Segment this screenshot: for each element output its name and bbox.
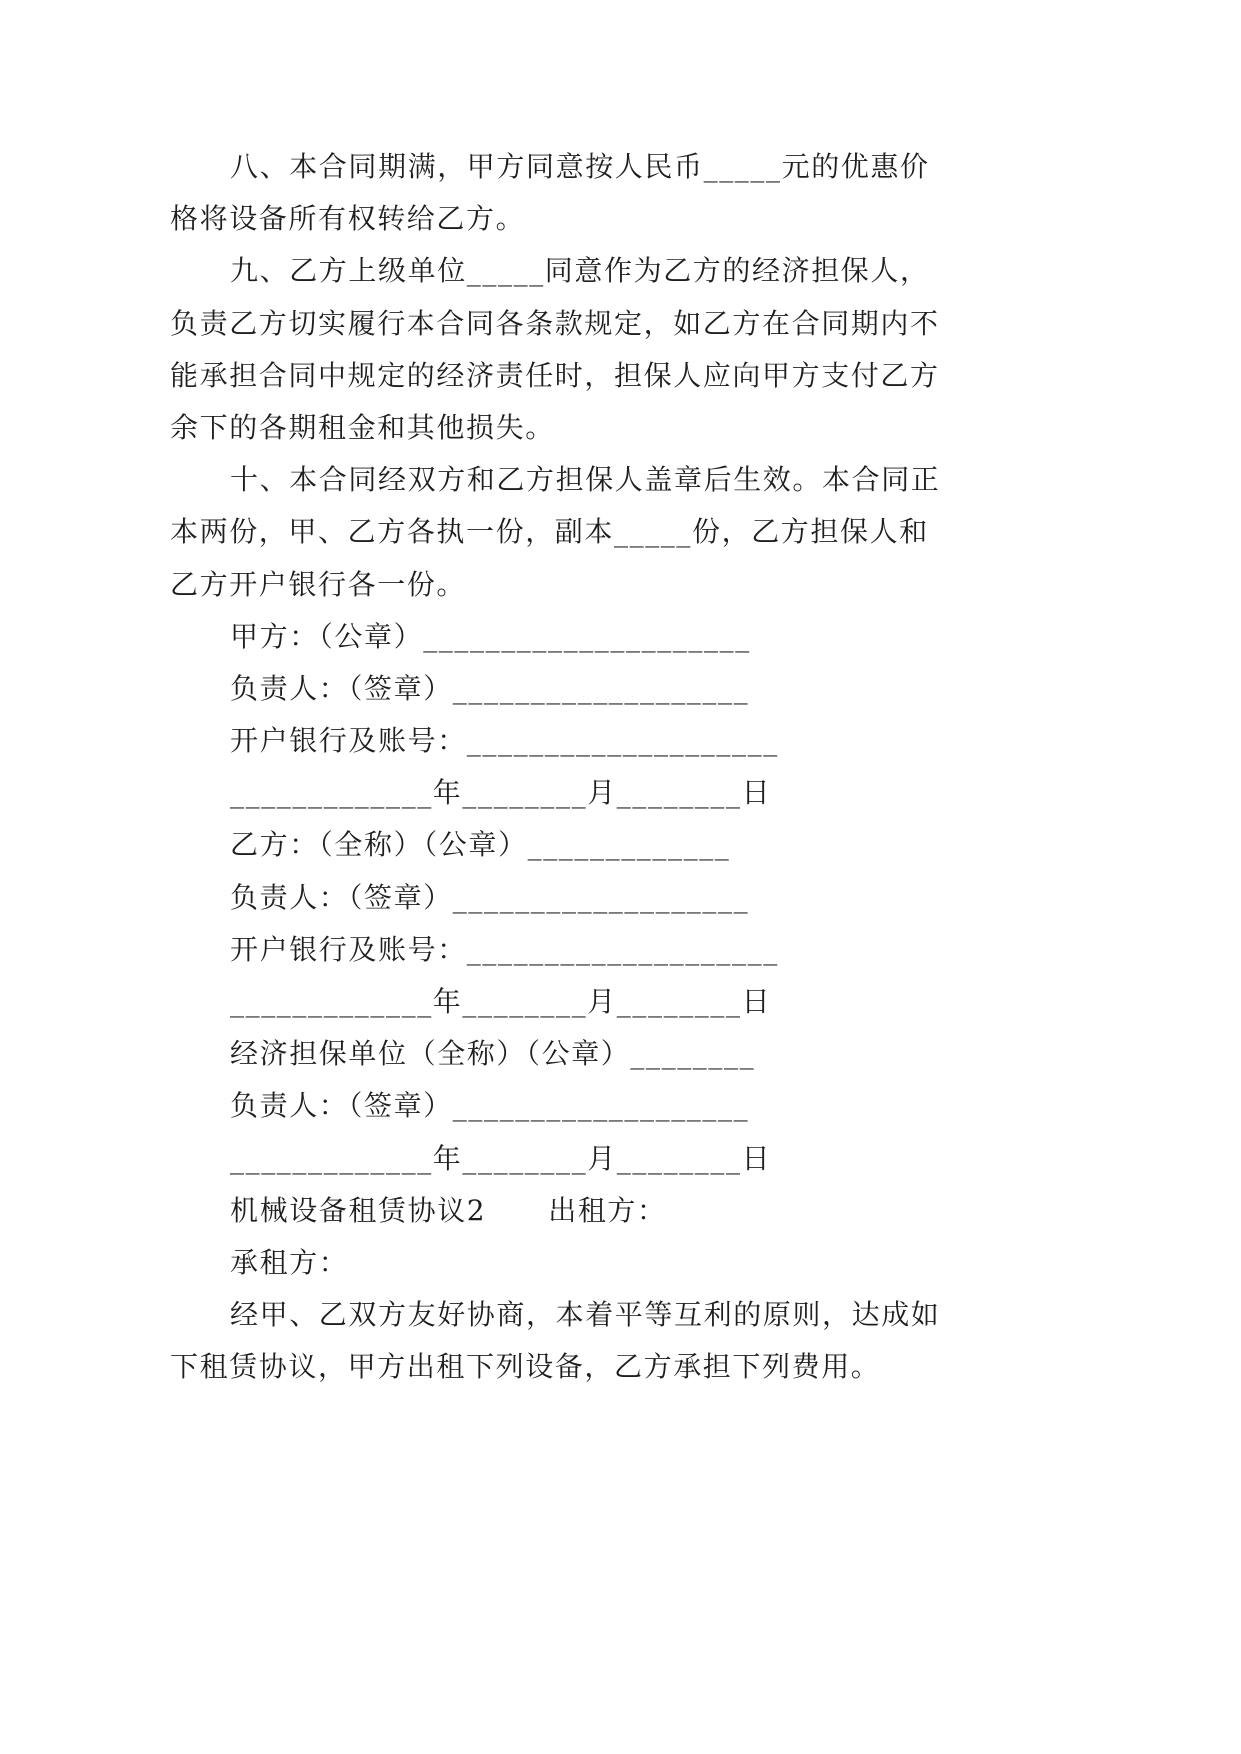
clause-10 xyxy=(170,454,970,611)
clause-9-line-2: 负责乙方切实履行本合同各条款规定，如乙方在合同期内不 xyxy=(170,306,940,340)
clause-10-line-1: 十、本合同经双方和乙方担保人盖章后生效。本合同正 xyxy=(230,463,941,497)
document-body xyxy=(170,141,970,1394)
agreement-2-heading-line xyxy=(170,1185,970,1237)
clause-9-line-4: 余下的各期租金和其他损失。 xyxy=(170,410,555,444)
party-a-bank-account-line: 开户银行及账号：____________________ xyxy=(230,724,779,758)
party-b-bank-account-line: 开户银行及账号：____________________ xyxy=(230,932,779,966)
agreement-2-intro-line-1: 经甲、乙双方友好协商，本着平等互利的原则，达成如 xyxy=(230,1298,941,1332)
guarantor-signature-block xyxy=(170,1028,970,1185)
party-b-seal-line: 乙方：（全称）（公章）_____________ xyxy=(230,828,731,862)
party-a-date-line: _____________年________月________日 xyxy=(230,776,772,810)
lessee-label: 承租方： xyxy=(230,1245,349,1279)
lessor-label: 出租方： xyxy=(548,1193,667,1227)
clause-9 xyxy=(170,245,970,454)
agreement-2-title: 机械设备租赁协议2 xyxy=(230,1193,487,1227)
party-a-seal-line: 甲方：（公章）_____________________ xyxy=(230,619,751,653)
guarantor-date-line: _____________年________月________日 xyxy=(230,1141,772,1175)
agreement-2 xyxy=(170,1185,970,1394)
clause-8 xyxy=(170,141,970,245)
party-b-date-line: _____________年________月________日 xyxy=(230,985,772,1018)
clause-8-line-2: 格将设备所有权转给乙方。 xyxy=(170,202,526,236)
clause-9-line-3: 能承担合同中规定的经济责任时，担保人应向甲方支付乙方 xyxy=(170,358,940,392)
clause-10-line-2: 本两份，甲、乙方各执一份，副本_____份，乙方担保人和 xyxy=(170,515,929,549)
party-a-signature-block xyxy=(170,611,970,820)
guarantor-responsible-line: 负责人：（签章）___________________ xyxy=(230,1089,750,1123)
party-b-signature-block xyxy=(170,819,970,1028)
clause-8-line-1: 八、本合同期满，甲方同意按人民币_____元的优惠价 xyxy=(230,150,930,183)
agreement-2-intro-line-2: 下租赁协议，甲方出租下列设备，乙方承担下列费用。 xyxy=(170,1350,881,1384)
clause-10-line-3: 乙方开户银行各一份。 xyxy=(170,567,467,601)
guarantor-seal-line: 经济担保单位（全称）（公章）________ xyxy=(230,1037,756,1071)
party-a-responsible-line: 负责人：（签章）___________________ xyxy=(230,671,750,705)
clause-9-line-1: 九、乙方上级单位_____同意作为乙方的经济担保人， xyxy=(230,254,930,288)
party-b-responsible-line: 负责人：（签章）___________________ xyxy=(230,880,750,914)
